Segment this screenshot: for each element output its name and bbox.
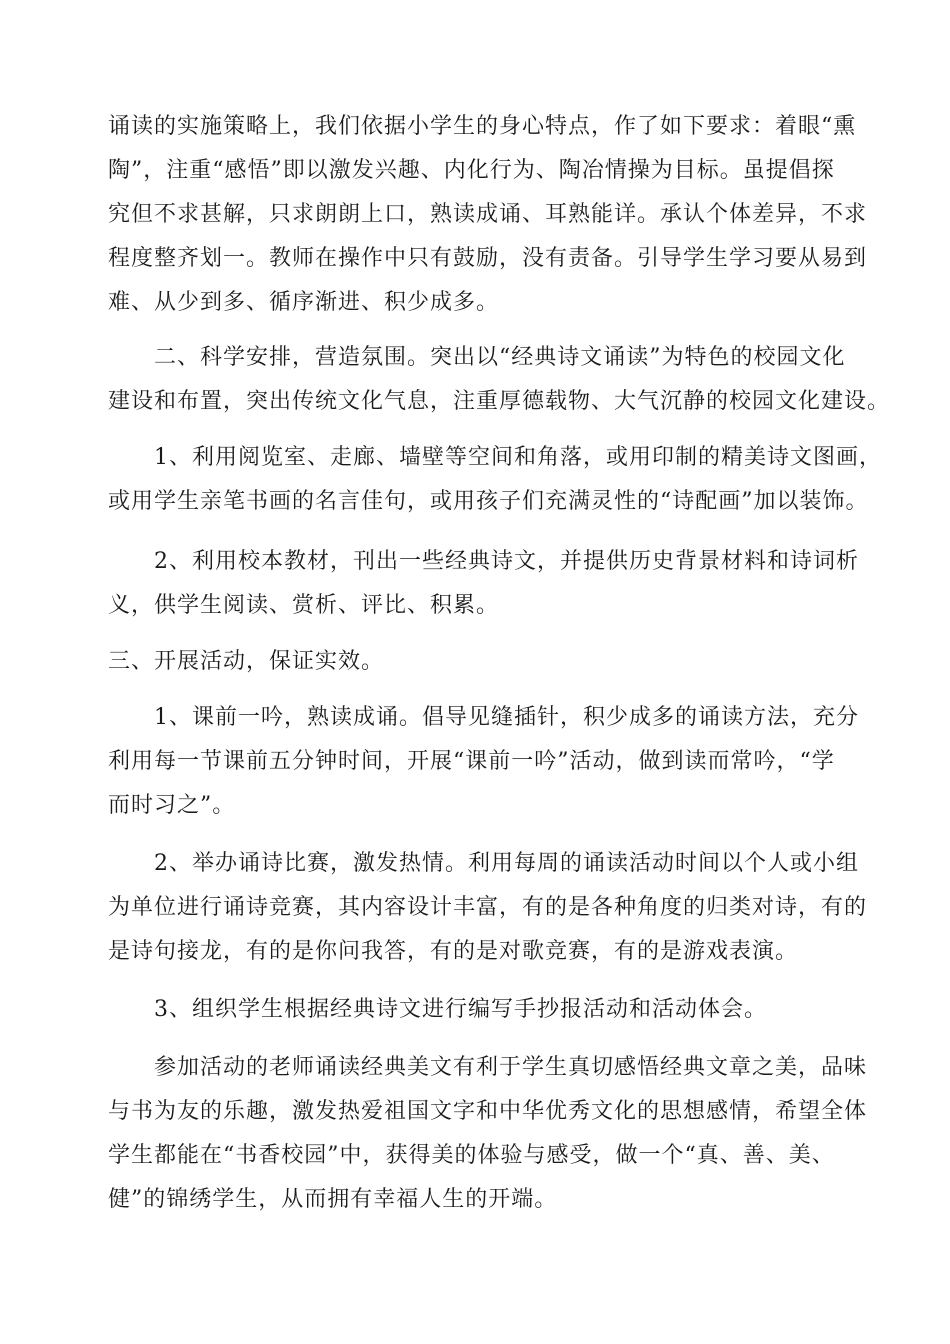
paragraph-section-two — [108, 336, 891, 424]
paragraph-line: 参加活动的老师诵读经典美文有利于学生真切感悟经典文章之美，品味 — [154, 1055, 868, 1080]
paragraph-line: 究但不求甚解，只求朗朗上口，熟读成诵、耳熟能详。承认个体差异，不求 — [108, 202, 868, 227]
paragraph-line: 或用学生亲笔书画的名言佳句，或用孩子们充满灵性的“诗配画”加以装饰。 — [108, 489, 869, 514]
paragraph-line: 建设和布置，突出传统文化气息，注重厚德载物、大气沉静的校园文化建设。 — [108, 389, 891, 414]
paragraph-item-textbook — [108, 540, 859, 628]
paragraph-line: 3、组织学生根据经典诗文进行编写手抄报活动和活动体会。 — [154, 997, 767, 1022]
paragraph-line: 三、开展活动，保证实效。 — [108, 649, 385, 674]
paragraph-line: 而时习之”。 — [108, 793, 236, 818]
paragraph-line: 2、举办诵诗比赛，激发热情。利用每周的诵读活动时间以个人或小组 — [154, 851, 859, 876]
paragraph-line: 陶”，注重“感悟”即以激发兴趣、内化行为、陶冶情操为目标。虽提倡探 — [108, 158, 835, 183]
paragraph-strategy — [108, 105, 868, 325]
paragraph-line: 义，供学生阅读、赏析、评比、积累。 — [108, 593, 500, 618]
paragraph-line: 1、利用阅览室、走廊、墙壁等空间和角落，或用印制的精美诗文图画， — [154, 445, 882, 470]
paragraph-line: 二、科学安排，营造氛围。突出以“经典诗文诵读”为特色的校园文化 — [154, 345, 846, 370]
paragraph-line: 诵读的实施策略上，我们依据小学生的身心特点，作了如下要求：着眼“熏 — [108, 114, 857, 139]
paragraph-line: 健”的锦绣学生，从而拥有幸福人生的开端。 — [108, 1187, 558, 1212]
paragraph-line: 利用每一节课前五分钟时间，开展“课前一吟”活动，做到读而常吟，“学 — [108, 749, 835, 774]
paragraph-line: 难、从少到多、循序渐进、积少成多。 — [108, 290, 500, 315]
paragraph-item-newspaper — [108, 988, 850, 1032]
paragraph-line: 2、利用校本教材，刊出一些经典诗文，并提供历史背景材料和诗词析 — [154, 549, 859, 574]
paragraph-line: 是诗句接龙，有的是你问我答，有的是对歌竞赛，有的是游戏表演。 — [108, 939, 799, 964]
paragraph-item-competition — [108, 842, 868, 974]
paragraph-item-decoration — [108, 436, 882, 524]
paragraph-line: 程度整齐划一。教师在操作中只有鼓励，没有责备。引导学生学习要从易到 — [108, 246, 868, 271]
paragraph-line: 学生都能在“书香校园”中，获得美的体验与感受，做一个“真、善、美、 — [108, 1143, 835, 1168]
paragraph-line: 与书为友的乐趣，激发热爱祖国文字和中华优秀文化的思想感情，希望全体 — [108, 1099, 868, 1124]
paragraph-line: 为单位进行诵诗竞赛，其内容设计丰富，有的是各种角度的归类对诗，有的 — [108, 895, 868, 920]
paragraph-line: 1、课前一吟，熟读成诵。倡导见缝插针，积少成多的诵读方法，充分 — [154, 705, 859, 730]
section-three-heading — [108, 640, 850, 684]
paragraph-conclusion — [108, 1046, 868, 1222]
paragraph-item-recitation — [108, 696, 859, 828]
